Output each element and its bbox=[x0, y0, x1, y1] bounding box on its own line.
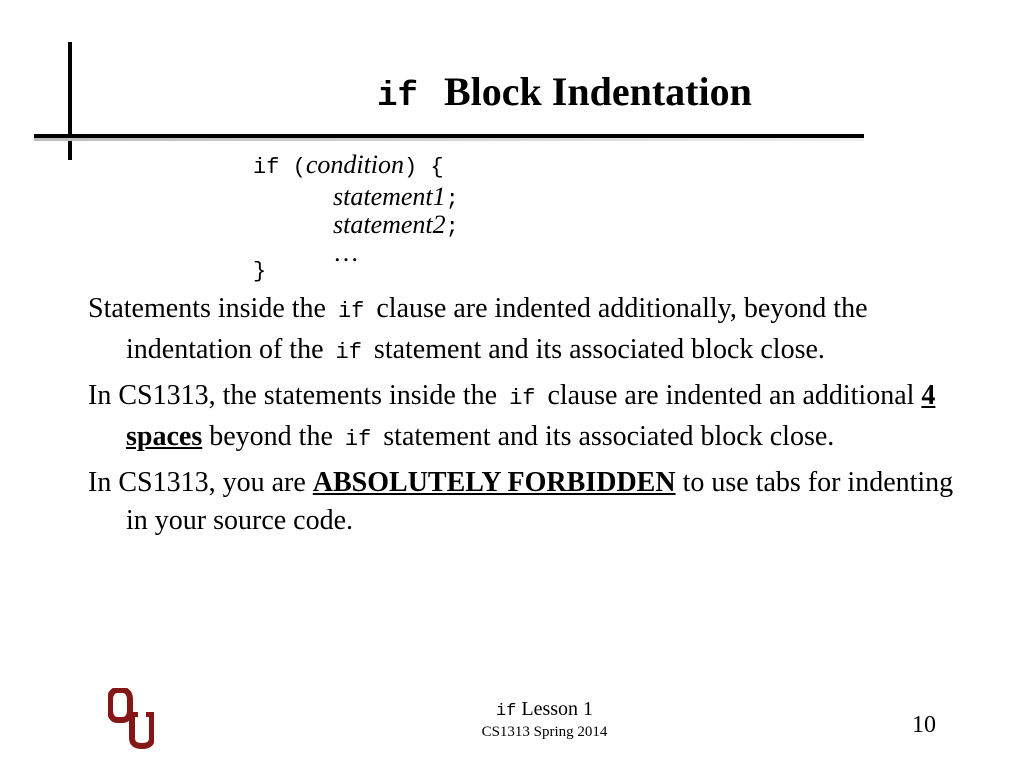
p3-text-b: to use tabs for indenting in your source code. bbox=[126, 467, 954, 536]
title-text: Block Indentation bbox=[443, 69, 752, 114]
footer-lesson bbox=[0, 698, 1024, 721]
p2-keyword-2: if bbox=[344, 427, 372, 452]
code-semicolon: ; bbox=[445, 215, 459, 240]
footer-course: CS1313 Spring 2014 bbox=[481, 724, 608, 740]
p3-text-a: In CS1313, you are bbox=[88, 467, 306, 498]
p2-text-d: statement and its associated block close. bbox=[383, 421, 835, 452]
code-line-5 bbox=[253, 254, 266, 287]
code-statement2: statement2 bbox=[333, 210, 446, 239]
p3-emphasis: ABSOLUTELY FORBIDDEN bbox=[312, 467, 676, 498]
paragraph-3 bbox=[88, 464, 958, 540]
code-if-open: if ( bbox=[253, 155, 306, 180]
code-line-1 bbox=[253, 150, 444, 183]
code-if-close: ) { bbox=[404, 155, 444, 180]
title-keyword: if bbox=[377, 78, 418, 116]
slide-title bbox=[0, 68, 1024, 116]
page-number: 10 bbox=[912, 712, 936, 738]
p2-text-c: beyond the bbox=[209, 421, 333, 452]
code-ellipsis: … bbox=[333, 238, 359, 267]
code-brace-close: } bbox=[253, 259, 267, 284]
p1-text-b: clause are indented additionally, beyond the indentation of the bbox=[126, 293, 868, 365]
p2-emphasis: 4 spaces bbox=[126, 380, 936, 452]
paragraph-2 bbox=[88, 377, 958, 459]
code-line-4 bbox=[333, 238, 359, 268]
footer-lesson-text: Lesson 1 bbox=[521, 698, 594, 720]
p2-text-a: In CS1313, the statements inside the bbox=[88, 380, 498, 411]
code-semicolon: ; bbox=[445, 187, 459, 212]
slide-body bbox=[88, 290, 958, 545]
code-condition: condition bbox=[305, 150, 405, 179]
p2-keyword: if bbox=[509, 386, 536, 411]
p1-keyword-2: if bbox=[335, 340, 362, 365]
p2-text-b: clause are indented an additional bbox=[547, 380, 915, 411]
p1-text-c: statement and its associated block close. bbox=[373, 334, 825, 365]
p1-keyword: if bbox=[337, 299, 365, 324]
code-statement1: statement1 bbox=[333, 182, 446, 211]
footer-keyword: if bbox=[495, 702, 517, 721]
paragraph-1 bbox=[88, 290, 958, 372]
p1-text-a: Statements inside the bbox=[88, 293, 326, 324]
horizontal-rule-shadow bbox=[34, 138, 864, 141]
